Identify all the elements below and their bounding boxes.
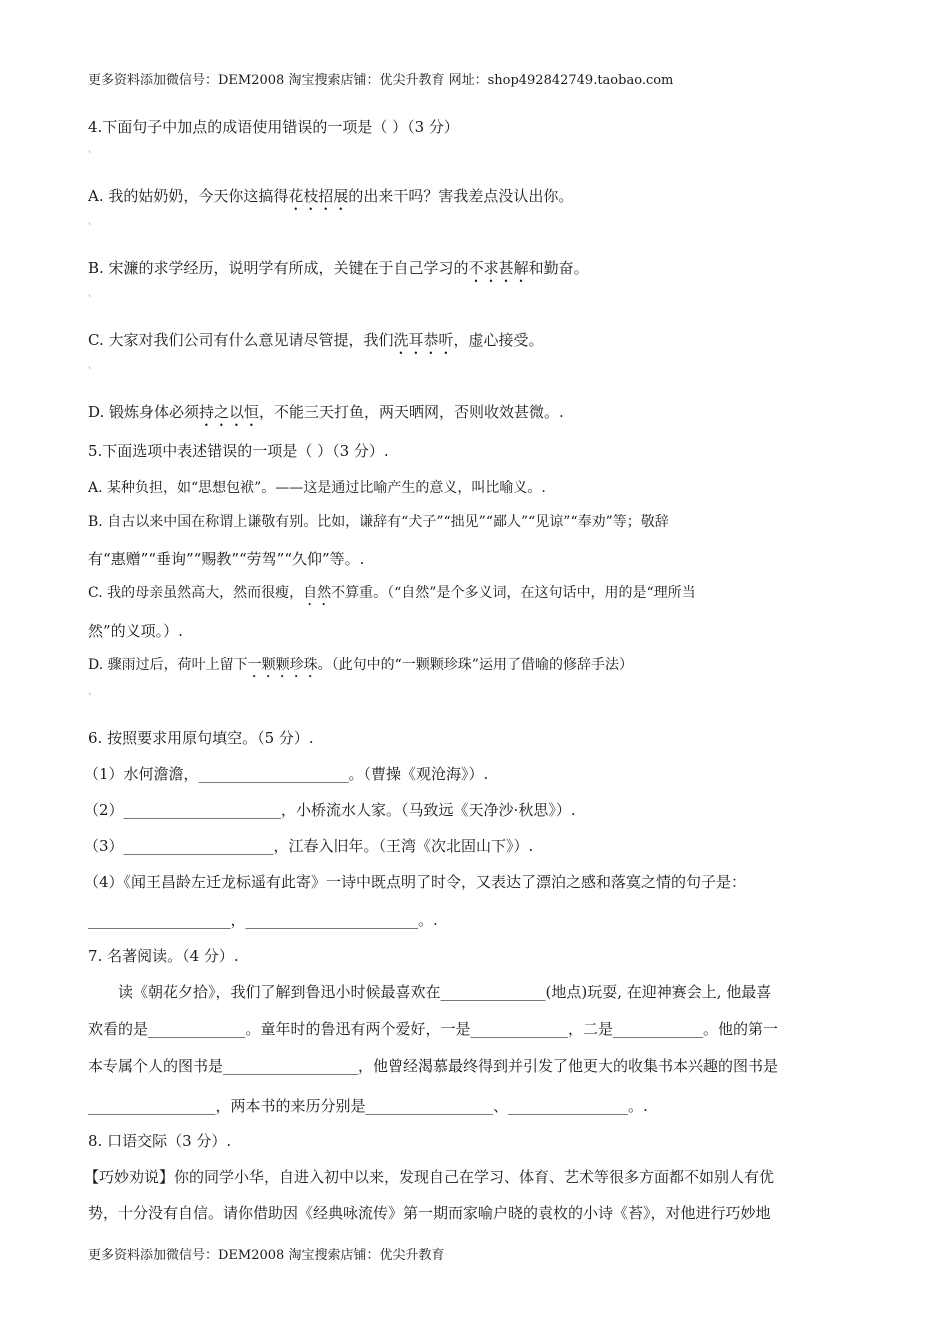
q5-d-phrase: 一颗颗珍珠 [247,657,318,673]
q6-item-4: （4）《闻王昌龄左迁龙标遥有此寄》一诗中既点明了时令，又表达了漂泊之感和落寞之情的句子是： [84,873,747,891]
q4-a-idiom: 花枝招展 [288,187,349,205]
q7-para-line4: _________________，两本书的来历分别是_________________、________________。. [88,1097,648,1115]
q7-para-line3: 本专属个人的图书是__________________，他曾经渴慕最终得到并引发了他更大的收集书本兴趣的图书是 [88,1057,779,1075]
q8-para-line1: 【巧妙劝说】你的同学小华，自进入初中以来，发现自己在学习、体育、艺术等很多方面都不如别人有优 [84,1168,775,1186]
q5-c-word: 自然 [303,585,332,601]
q5-c-text: C. 我的母亲虽然高大，然而很瘦， [88,585,304,601]
q7-para-line1: 读《朝花夕拾》，我们了解到鲁迅小时候最喜欢在______________(地点)玩耍, 在迎神赛会上, 他最喜 [118,983,772,1001]
q5-d-text: D. 骤雨过后，荷叶上留下 [88,657,248,673]
q6-title: 6. 按照要求用原句填空。（5 分）. [88,729,314,747]
q4-d-text-end: ，不能三天打鱼，两天晒网，否则收效甚微。. [259,403,564,421]
paragraph-mark: 、 [88,217,98,227]
q8-para-line2: 势，十分没有自信。请你借助因《经典咏流传》第一期而家喻户晓的袁枚的小诗《苔》，对他进行巧妙地 [88,1204,771,1222]
q5-option-c-line1 [88,583,696,609]
q4-b-text-end: 和勤奋。 [528,259,589,277]
q5-option-d [88,655,633,681]
page-header: 更多资料添加微信号：DEM2008 淘宝搜索店铺：优尖升教育 网址：shop492842749.taobao.com [88,73,674,88]
q5-option-b-line1: B. 自古以来中国在称谓上谦敬有别。比如，谦辞有“犬子”“拙见”“鄙人”“见谅”“奉劝”等；敬辞 [88,514,669,530]
q4-c-idiom: 洗耳恭听 [393,331,454,349]
paragraph-mark: 、 [88,289,98,299]
q4-title: 4.下面句子中加点的成语使用错误的一项是（ ）（3 分） [88,118,459,136]
q8-title: 8. 口语交际（3 分）. [88,1132,232,1150]
q5-c-text-end: 不算重。（“自然”是个多义词，在这句话中，用的是“理所当 [331,585,696,601]
q4-option-d [88,402,564,430]
q6-item-4-blanks: ___________________，_______________________。. [88,911,438,929]
q4-d-idiom: 持之以恒 [199,403,260,421]
q4-option-c [88,330,544,358]
q6-item-3: （3）____________________，江春入旧年。（王湾《次北固山下》）. [84,837,534,855]
q4-a-text: A. 我的姑奶奶，今天你这搞得 [88,187,289,205]
q4-c-text-end: ，虚心接受。 [453,331,544,349]
q4-b-text: B. 宋濂的求学经历，说明学有所成，关键在于自己学习的 [88,259,469,277]
q5-d-text-end: 。（此句中的“一颗颗珍珠”运用了借喻的修辞手法） [317,657,633,673]
q4-b-idiom: 不求甚解 [468,259,529,277]
q6-item-1: （1）水何澹澹，____________________。（曹操《观沧海》）. [84,765,489,783]
paragraph-mark: 、 [88,687,98,697]
q7-para-line2: 欢看的是_____________。童年时的鲁迅有两个爱好，一是_____________，二是____________。他的第一 [88,1020,779,1038]
paragraph-mark: 、 [88,361,98,371]
q4-c-text: C. 大家对我们公司有什么意见请尽管提，我们 [88,331,394,349]
q5-option-b-line2: 有“惠赠”“垂询”“赐教”“劳驾”“久仰”等。. [88,550,365,568]
paragraph-mark: 、 [88,145,98,155]
page-footer: 更多资料添加微信号：DEM2008 淘宝搜索店铺：优尖升教育 [88,1248,445,1263]
q7-title: 7. 名著阅读。（4 分）. [88,947,239,965]
q4-a-text-end: 的出来干吗？害我差点没认出你。 [348,187,574,205]
q4-option-a [88,186,573,214]
q5-option-c-line2: 然”的义项。）. [88,622,183,640]
q6-item-2: （2）_____________________，小桥流水人家。（马致远《天净沙·秋思》）. [84,801,576,819]
q5-title: 5.下面选项中表述错误的一项是（ ）（3 分）. [88,442,389,460]
q4-option-b [88,258,589,286]
q5-option-a: A. 某种负担，如“思想包袱”。——这是通过比喻产生的意义，叫比喻义。. [88,480,546,496]
q4-d-text: D. 锻炼身体必须 [88,403,200,421]
